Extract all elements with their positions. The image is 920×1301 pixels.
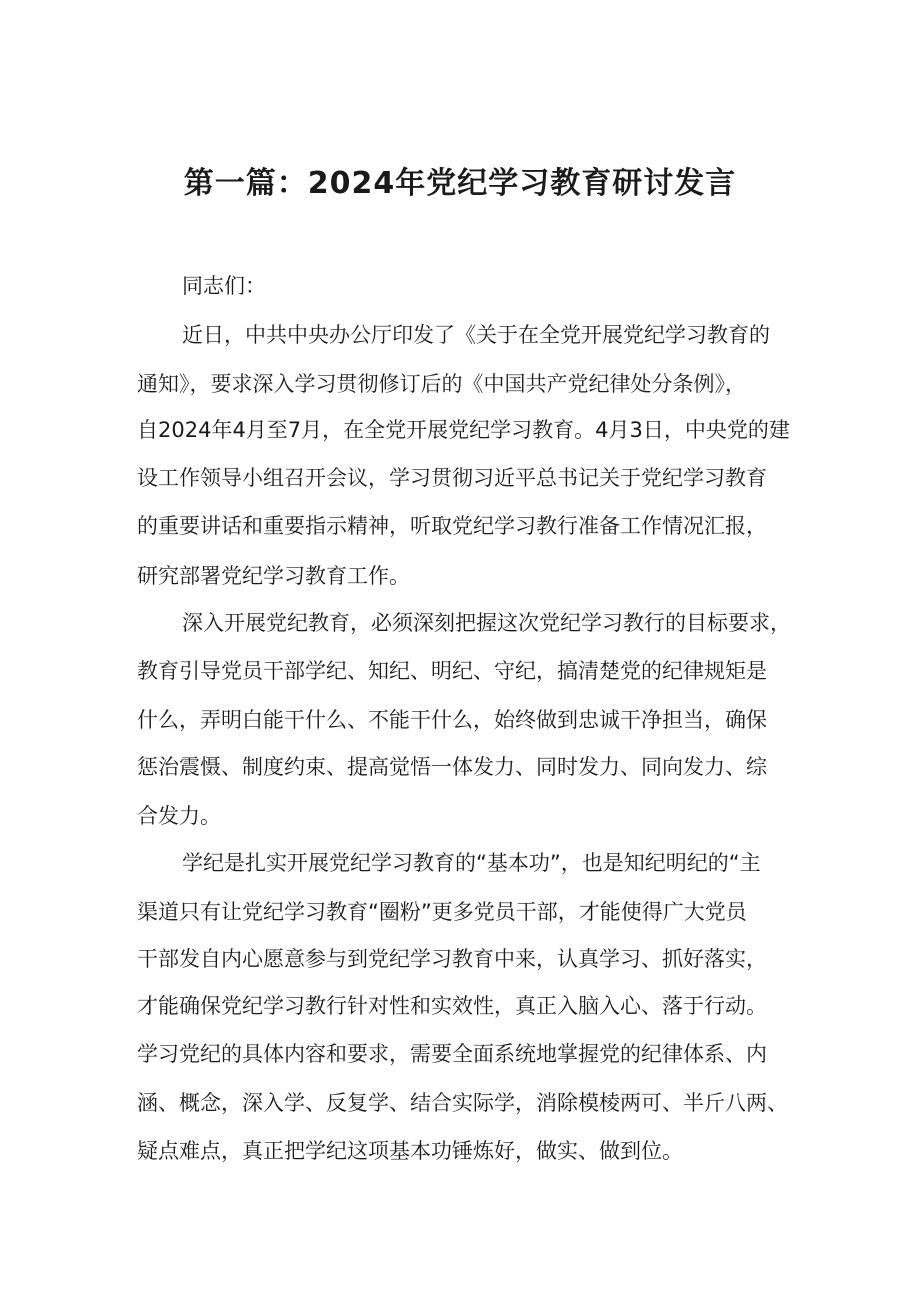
paragraph-1-line-2: 通知》，要求深入学习贯彻修订后的《中国共产党纪律处分条例》， (137, 372, 746, 396)
paragraph-3-line-2: 渠道只有让党纪学习教育“圈粉”更多党员干部，才能使得广大党员 (137, 900, 747, 924)
paragraph-1-line-1: 近日，中共中央办公厅印发了《关于在全党开展党纪学习教育的 (182, 323, 770, 347)
paragraph-3-line-6: 涵、概念，深入学、反复学、结合实际学，消除模棱两可、半斤八两、 (137, 1091, 788, 1115)
paragraph-2-line-2: 教育引导党员干部学纪、知纪、明纪、守纪，搞清楚党的纪律规矩是 (137, 659, 767, 683)
paragraph-3-line-1: 学纪是扎实开展党纪学习教育的“基本功”，也是知纪明纪的“主 (182, 851, 761, 875)
paragraph-3-line-5: 学习党纪的具体内容和要求，需要全面系统地掌握党的纪律体系、内 (137, 1042, 767, 1066)
paragraph-2-line-1: 深入开展党纪教育，必须深刻把握这次党纪学习教行的目标要求， (182, 611, 791, 635)
salutation: 同志们： (182, 274, 266, 298)
paragraph-2-line-3: 什么，弄明白能干什么、不能干什么，始终做到忠诚干净担当，确保 (137, 708, 767, 732)
paragraph-1-line-6: 研究部署党纪学习教育工作。 (137, 564, 410, 588)
document-title: 第一篇：2024年党纪学习教育研讨发言 (183, 166, 737, 201)
paragraph-1-line-3: 自2024年4月至7月，在全党开展党纪学习教育。4月3日，中央党的建 (137, 418, 790, 442)
paragraph-1-line-5: 的重要讲话和重要指示精神，听取党纪学习教行准备工作情况汇报， (137, 514, 767, 538)
paragraph-3-line-4: 才能确保党纪学习教行针对性和实效性，真正入脑入心、落于行动。 (137, 994, 767, 1018)
paragraph-1-line-4: 设工作领导小组召开会议，学习贯彻习近平总书记关于党纪学习教育 (137, 466, 767, 490)
paragraph-2-line-5: 合发力。 (137, 804, 221, 828)
paragraph-3-line-3: 干部发自内心愿意参与到党纪学习教育中来，认真学习、抓好落实， (137, 947, 767, 971)
paragraph-2-line-4: 惩治震慑、制度约束、提高觉悟一体发力、同时发力、同向发力、综 (137, 755, 767, 779)
paragraph-3-line-7: 疑点难点，真正把学纪这项基本功锤炼好，做实、做到位。 (137, 1139, 683, 1163)
